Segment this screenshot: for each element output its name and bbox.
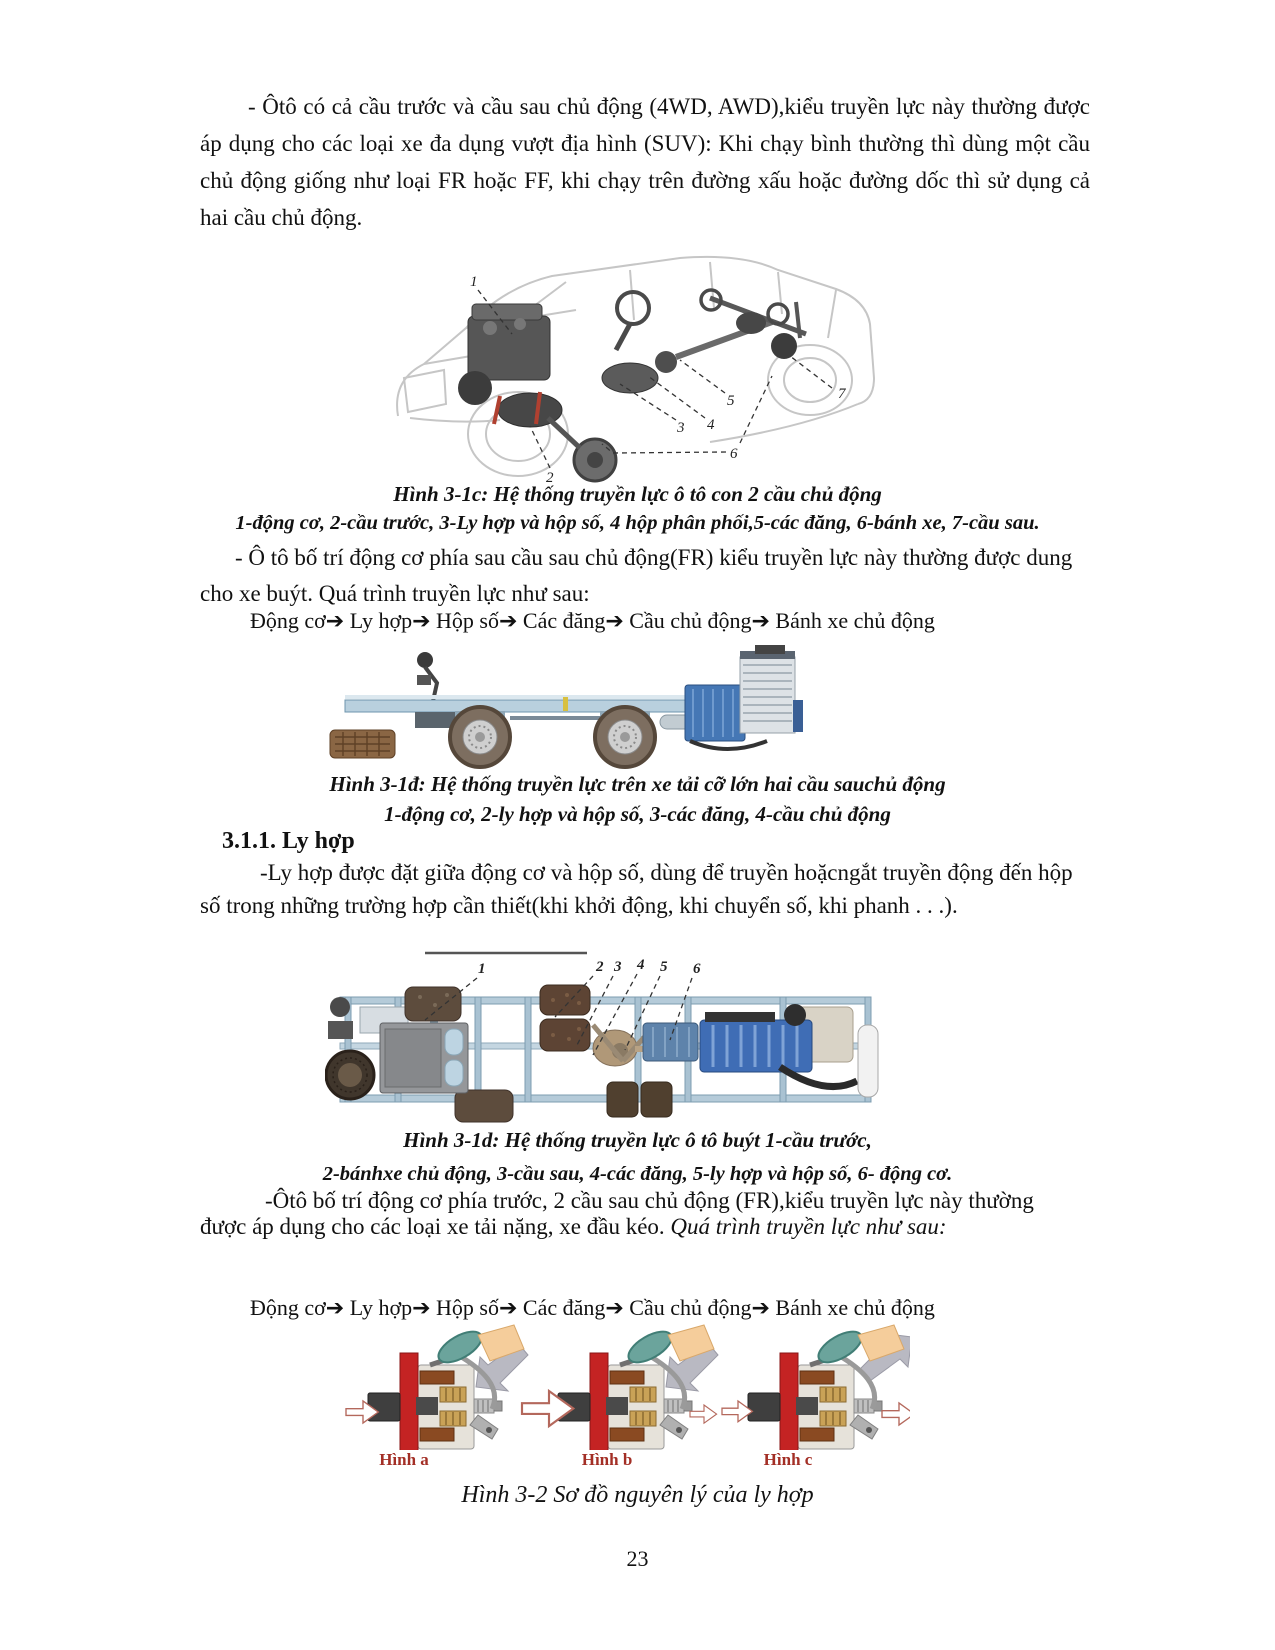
powertrain-flow-line-2: Động cơ➔ Ly hợp➔ Hộp số➔ Các đăng➔ Cầu chủ động➔ Bánh xe chủ động — [250, 1295, 935, 1320]
powertrain-flow-line-1: Động cơ➔ Ly hợp➔ Hộp số➔ Các đăng➔ Cầu chủ động➔ Bánh xe chủ động — [250, 608, 935, 633]
callout-5: 5 — [727, 393, 735, 409]
callout-4: 4 — [637, 957, 645, 973]
paragraph-fr-truck-italic: Quá trình truyền lực như sau: — [670, 1214, 947, 1239]
figure-3-1dd-legend: 1-động cơ, 2-ly hợp và hộp số, 3-các đăng, 4-cầu chủ động — [384, 802, 891, 826]
figure-3-1d-legend: 2-bánhxe chủ động, 3-cầu sau, 4-các đăng, 5-ly hợp và hộp số, 6- động cơ. — [322, 1163, 953, 1185]
paragraph-4wd-awd: - Ôtô có cả cầu trước và cầu sau chủ động (4WD, AWD),kiểu truyền lực này thường được áp dụng cho các loại xe đa dụng vượt địa hình (SUV): Khi chạy bình thường thì dùng một cầu chủ động giống như loại FR hoặc FF, khi chạy trên đường xấu hoặc đường dốc thì sử dụng cả hai cầu chủ động. — [200, 94, 1090, 230]
paragraph-fr-truck — [200, 1188, 1060, 1240]
truck-steering — [417, 652, 437, 701]
figure-3-1c-caption: Hình 3-1c: Hệ thống truyền lực ô tô con 2 cầu chủ động — [393, 482, 882, 506]
callout-4: 4 — [707, 417, 715, 433]
figure-3-1dd-illustration — [325, 645, 805, 773]
clutch-diagram-c — [722, 1325, 910, 1450]
figure-3-1d-caption: Hình 3-1d: Hệ thống truyền lực ô tô buýt 1-cầu trước, — [403, 1128, 872, 1152]
callout-1: 1 — [470, 274, 478, 290]
callout-6: 6 — [730, 446, 738, 462]
callout-3: 3 — [677, 420, 685, 436]
figure-3-2-label-b: Hình b — [581, 1450, 633, 1469]
figure-3-2-label-c: Hình c — [763, 1450, 813, 1469]
clutch-diagram-a — [346, 1325, 528, 1450]
figure-3-2-label-a: Hình a — [379, 1450, 429, 1469]
callout-3: 3 — [614, 959, 622, 975]
callout-7: 7 — [838, 386, 846, 402]
bus-dual-tires-top — [540, 985, 590, 1051]
paragraph-clutch-intro: -Ly hợp được đặt giữa động cơ và hộp số, dùng để truyền hoặcngắt truyền động đến hộp số trong những trường hợp cần thiết(khi khởi động, khi chuyển số, khi phanh . . .). — [200, 860, 1073, 918]
bus-gray-box — [380, 1023, 468, 1093]
truck-rear-engine — [685, 645, 803, 749]
callout-2: 2 — [596, 959, 604, 975]
truck-front-basket — [330, 730, 395, 758]
figure-3-1c-legend: 1-động cơ, 2-cầu trước, 3-Ly hợp và hộp số, 4 hộp phân phối,5-các đăng, 6-bánh xe, 7-cầu sau. — [235, 512, 1040, 534]
figure-3-1dd-caption: Hình 3-1đ: Hệ thống truyền lực trên xe tải cỡ lớn hai cầu sauchủ động — [329, 772, 946, 796]
truck-wheel-front — [450, 707, 510, 767]
clutch-diagram-b — [522, 1325, 718, 1450]
truck-wheel-rear — [595, 707, 655, 767]
bus-engine — [643, 1004, 878, 1097]
callout-1: 1 — [478, 961, 486, 977]
figure-3-2-illustration — [340, 1322, 910, 1450]
callout-6: 6 — [693, 961, 701, 977]
page-number: 23 — [626, 1546, 649, 1571]
paragraph-fr-truck-normal: -Ôtô bố trí động cơ phía trước, 2 cầu sau chủ động (FR),kiểu truyền lực này thường được áp dụng cho các loại xe tải nặng, xe đầu kéo. — [200, 1188, 1034, 1239]
paragraph-fr-bus: - Ô tô bố trí động cơ phía sau cầu sau chủ động(FR) kiểu truyền lực này thường được dung cho xe buýt. Quá trình truyền lực như sau: — [200, 545, 1073, 606]
callout-5: 5 — [660, 959, 668, 975]
callout-2: 2 — [546, 470, 554, 484]
figure-3-2-caption: Hình 3-2 Sơ đồ nguyên lý của ly hợp — [461, 1482, 814, 1508]
figure-3-1c-illustration — [380, 228, 890, 484]
section-heading-3-1-1: 3.1.1. Ly hợp — [222, 828, 355, 854]
figure-3-1d-illustration — [325, 945, 883, 1123]
